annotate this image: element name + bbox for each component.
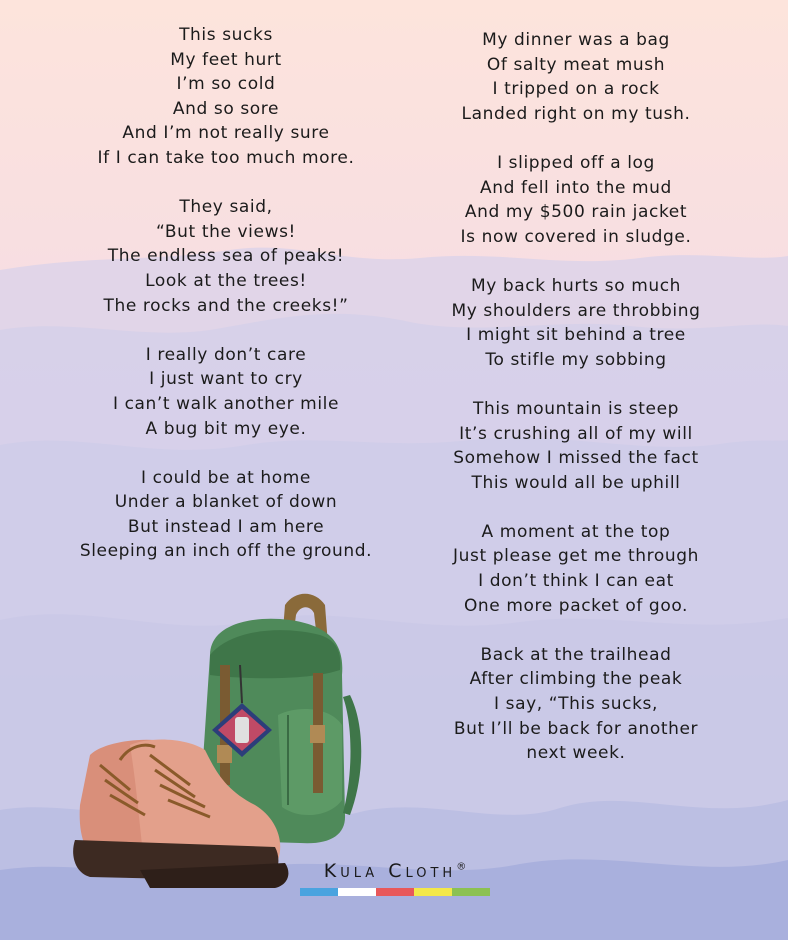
poem-line: I tripped on a rock [492,79,660,100]
poem-line: And I’m not really sure [122,123,330,144]
stanza [390,643,762,766]
poem-line: This sucks [179,25,273,45]
poem-line: Under a blanket of down [114,492,338,513]
stanza [390,274,762,372]
poem-line: “But the views! [156,221,296,242]
poem-line: I might sit behind a tree [466,325,686,346]
poem-line: Is now covered in sludge. [460,226,692,247]
poem-line: If I can take too much more. [97,147,355,168]
poem-line: My shoulders are throbbing [451,300,701,321]
poem-line: The endless sea of peaks! [107,246,345,267]
poem-line: Just please get me through [453,546,699,567]
logo-text [300,860,490,882]
stanza [390,28,762,126]
kula-cloth-logo [300,860,490,896]
poem-right-column [390,28,762,790]
poem-line: My back hurts so much [470,275,682,296]
poem-line: I don’t think I can eat [478,571,674,592]
stanza [20,195,432,318]
poem-line: next week. [526,743,626,764]
poem-line: After climbing the peak [469,669,683,690]
stripe-segment [300,888,338,896]
poem-line: I say, “This sucks, [494,694,658,715]
poem-line: But instead I am here [127,516,325,537]
poem-line: It’s crushing all of my will [459,423,693,444]
stripe-segment [376,888,414,896]
stripe-segment [414,888,452,896]
poem-line: But I’ll be back for another [453,718,699,739]
stripe-segment [338,888,376,896]
poem-line: I just want to cry [149,369,303,390]
poem-line: I can’t walk another mile [112,393,340,414]
stanza [390,151,762,249]
poem-line: Somehow I missed the fact [453,448,699,469]
poem-line: And my $500 rain jacket [464,202,688,223]
poem-line: The rocks and the creeks!” [103,295,349,316]
poem-line: I slipped off a log [497,152,655,173]
poem-line: A moment at the top [481,521,671,542]
stanza [390,520,762,618]
registered-mark: ® [456,861,467,873]
color-stripe [300,888,490,896]
stanza [390,397,762,495]
poem-line: I really don’t care [145,344,307,365]
poem-line: I could be at home [141,467,311,488]
logo-wordmark: Kula Cloth [323,860,457,882]
poem-line: Back at the trailhead [480,644,672,665]
poem-line: Look at the trees! [145,270,307,291]
poem-line: Sleeping an inch off the ground. [79,541,373,562]
stanza [20,343,432,441]
poem-line: They said, [179,197,273,218]
poem-line: This would all be uphill [471,472,681,493]
poem-line: Landed right on my tush. [461,103,691,124]
poem-line: This mountain is steep [472,398,680,419]
poem-line: My dinner was a bag [482,30,670,50]
poem-line: To stifle my sobbing [485,349,667,370]
stanza [20,466,432,564]
poem-line: I’m so cold [176,74,276,95]
boots-and-backpack-illustration [60,585,390,890]
poem-line: Of salty meat mush [486,54,666,75]
poem-line: One more packet of goo. [463,595,689,616]
poem-line: And so sore [172,98,280,119]
poem-line: My feet hurt [170,49,282,70]
poem-line: And fell into the mud [480,177,672,198]
stanza [20,23,432,171]
stripe-segment [452,888,490,896]
poem-left-column [20,23,432,589]
poem-line: A bug bit my eye. [145,418,307,439]
